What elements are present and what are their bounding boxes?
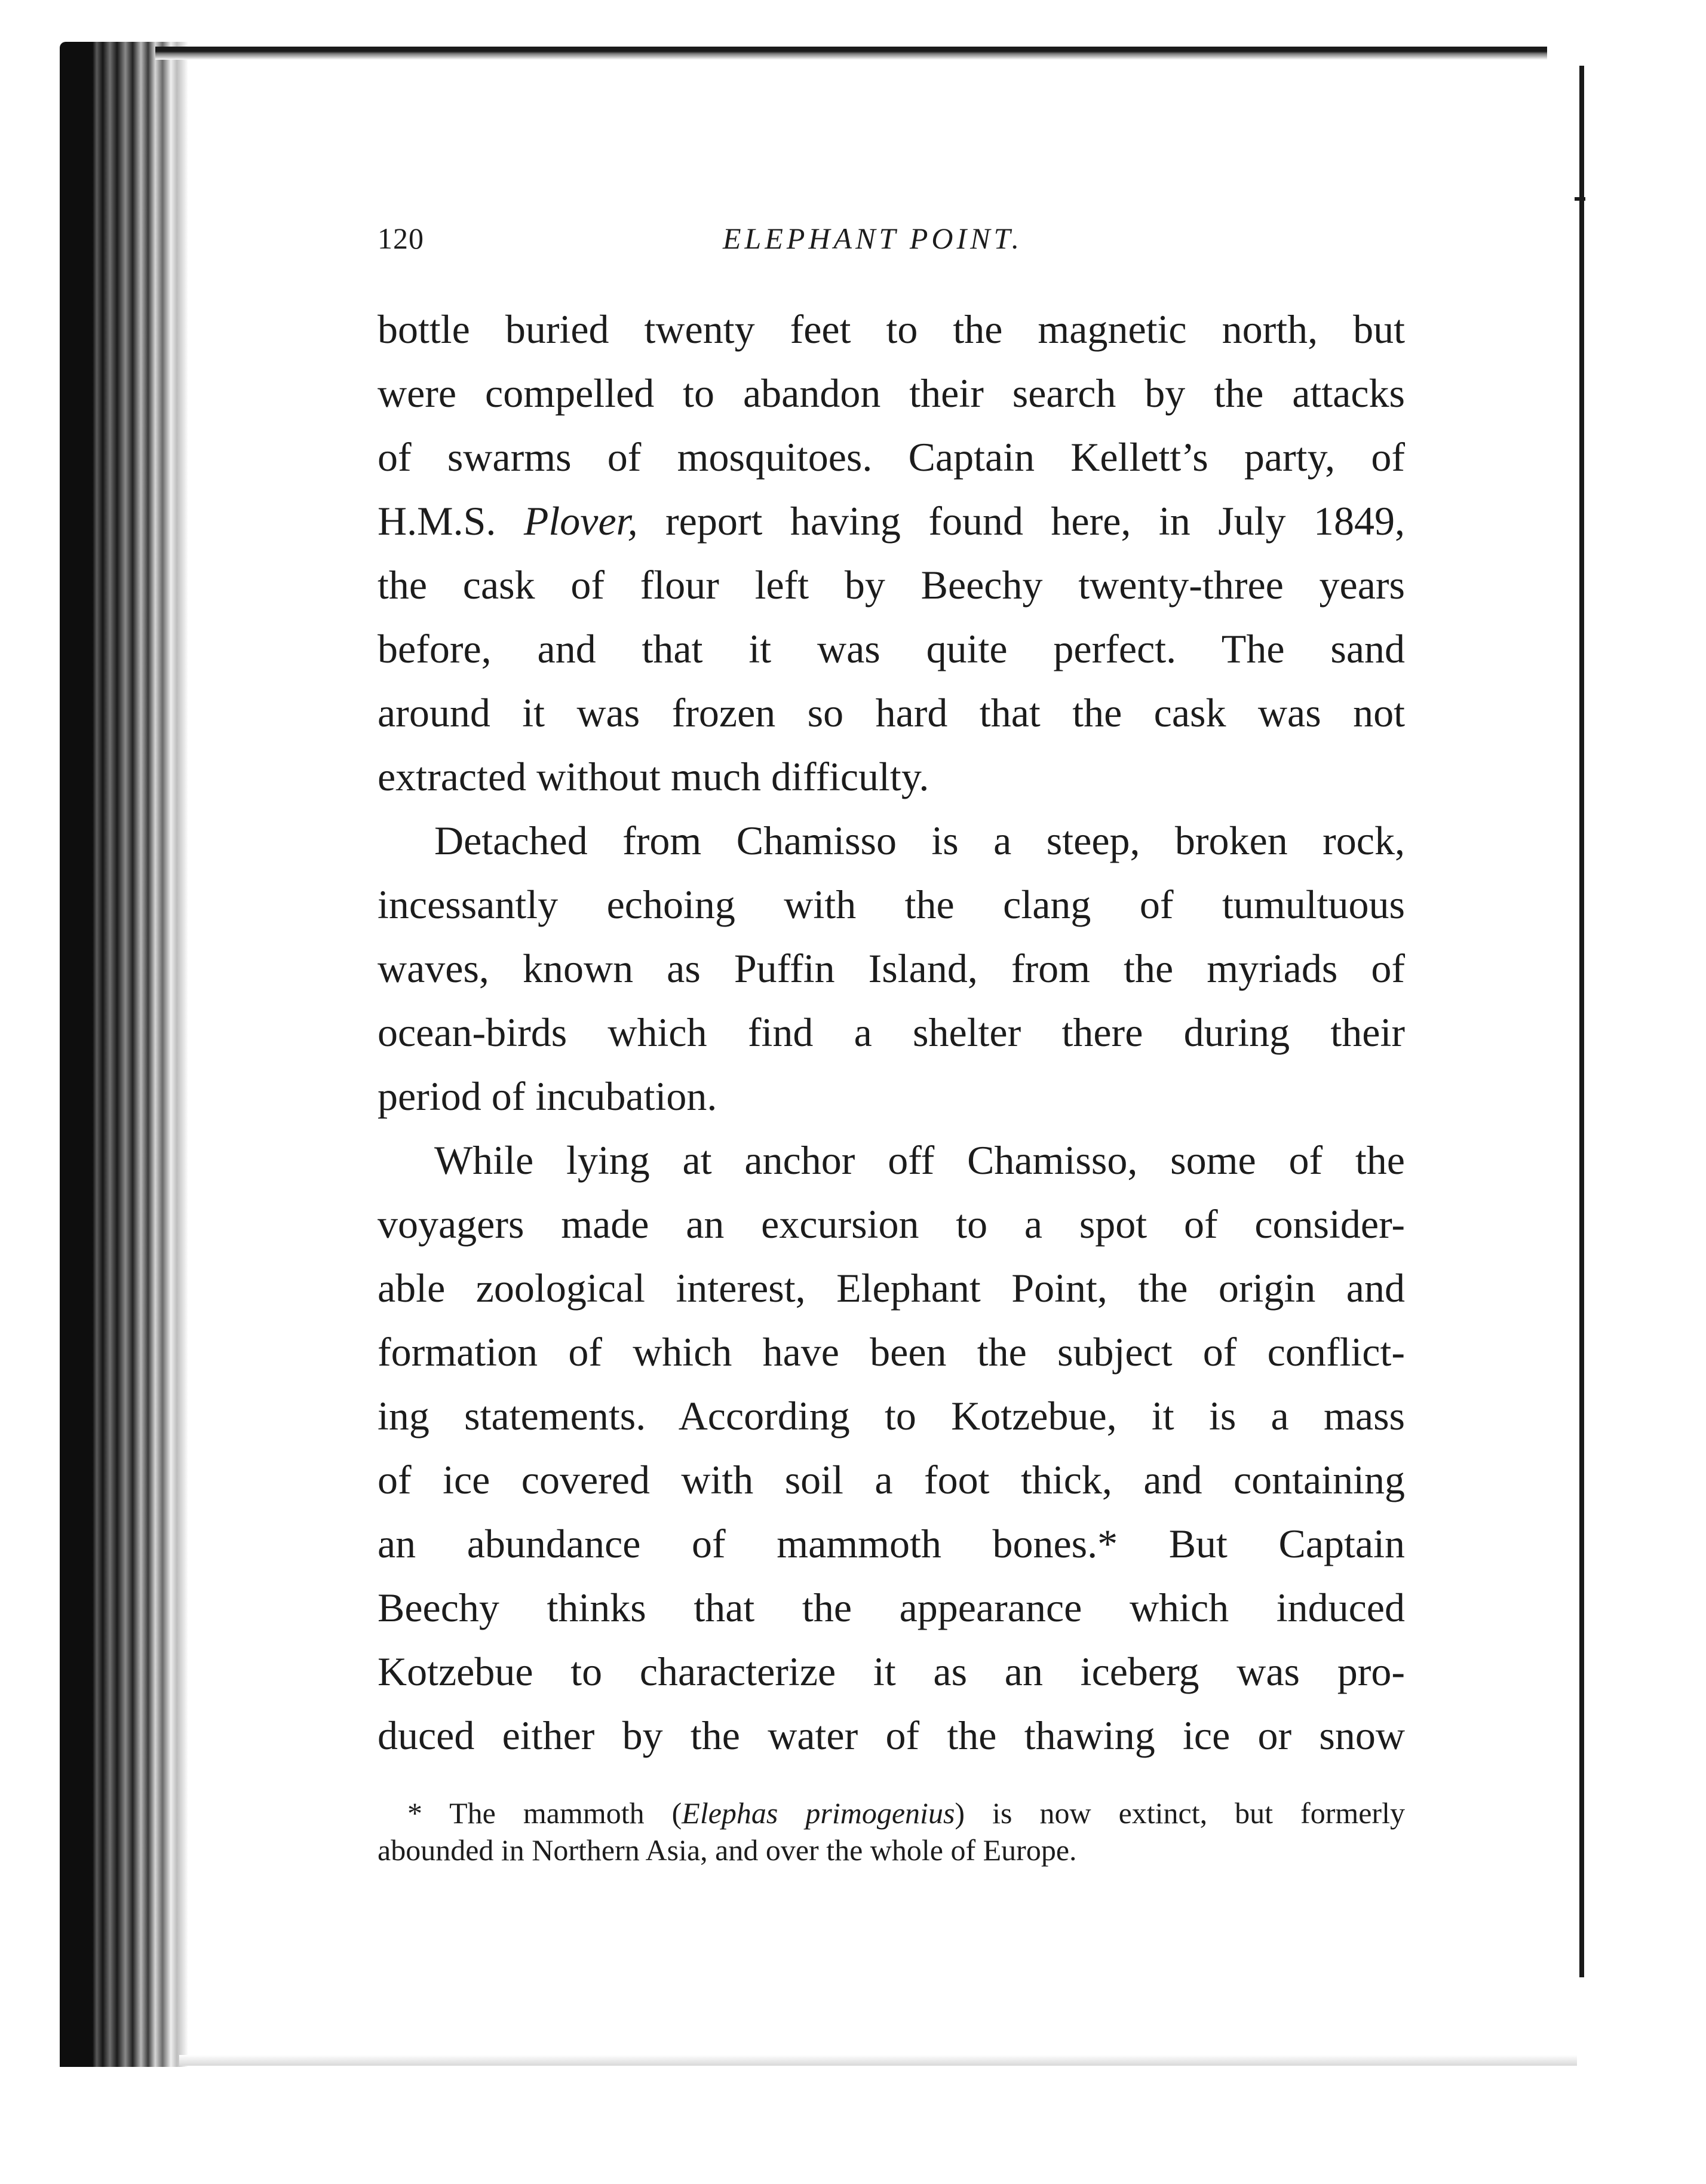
text-line: bottle buried twenty feet to the magnetic north, but: [378, 306, 1405, 352]
text-line: waves, known as Puffin Island, from the myriads of: [378, 946, 1405, 991]
text-line: ing statements. According to Kotzebue, it is a mass: [378, 1393, 1405, 1438]
footnote-line: [378, 1795, 1405, 1832]
book-top-edge: [155, 47, 1547, 60]
text-line: before, and that it was quite perfect. The sand: [378, 626, 1405, 671]
text-line: able zoological interest, Elephant Point, the origin and: [378, 1265, 1405, 1311]
text-line: incessantly echoing with the clang of tumultuous: [378, 882, 1405, 927]
text-line: duced either by the water of the thawing ice or snow: [378, 1713, 1405, 1758]
text-line: Beechy thinks that the appearance which induced: [378, 1585, 1405, 1630]
text-line: Detached from Chamisso is a steep, broken rock,: [434, 818, 1405, 863]
page-number: 120: [378, 222, 424, 255]
book-page: [378, 221, 1405, 1869]
text-line: period of incubation.: [378, 1073, 717, 1119]
text-line: Kotzebue to characterize it as an iceberg was pro-: [378, 1649, 1405, 1694]
text-line: were compelled to abandon their search by the attacks: [378, 370, 1405, 416]
text-line: extracted without much difficulty.: [378, 754, 929, 799]
book-bottom-edge: [179, 2055, 1577, 2066]
species-name: Elephas primogenius: [682, 1796, 955, 1830]
text-run: H.M.S.: [378, 498, 524, 544]
text-line: of swarms of mosquitoes. Captain Kellett’s party, of: [378, 434, 1405, 480]
text-line: While lying at anchor off Chamisso, some of the: [434, 1137, 1405, 1183]
running-title: ELEPHANT POINT.: [723, 222, 1023, 255]
body-text: [378, 297, 1405, 1768]
text-line: of ice covered with soil a foot thick, and containing: [378, 1457, 1405, 1502]
text-line: around it was frozen so hard that the cask was not: [378, 690, 1405, 735]
text-line: ocean-birds which find a shelter there during their: [378, 1010, 1405, 1055]
facing-page-edge: [1579, 66, 1584, 1977]
book-binding-edge: [60, 42, 188, 2067]
text-line: [378, 489, 1405, 553]
ship-name: Plover,: [523, 498, 638, 544]
text-line: the cask of flour left by Beechy twenty-three years: [378, 562, 1405, 608]
text-run: * The mammoth (: [407, 1796, 682, 1830]
facing-page-edge-mark: [1575, 197, 1585, 201]
text-line: formation of which have been the subject of conflict-: [378, 1329, 1405, 1375]
text-line: voyagers made an excursion to a spot of consider-: [378, 1201, 1405, 1247]
running-head: [378, 221, 1405, 263]
text-line: an abundance of mammoth bones.* But Captain: [378, 1521, 1405, 1566]
footnote-line: abounded in Northern Asia, and over the whole of Europe.: [378, 1833, 1077, 1867]
text-run: ) is now extinct, but formerly: [955, 1796, 1405, 1830]
footnote: [378, 1795, 1405, 1869]
text-run: report having found here, in July 1849,: [637, 498, 1406, 544]
